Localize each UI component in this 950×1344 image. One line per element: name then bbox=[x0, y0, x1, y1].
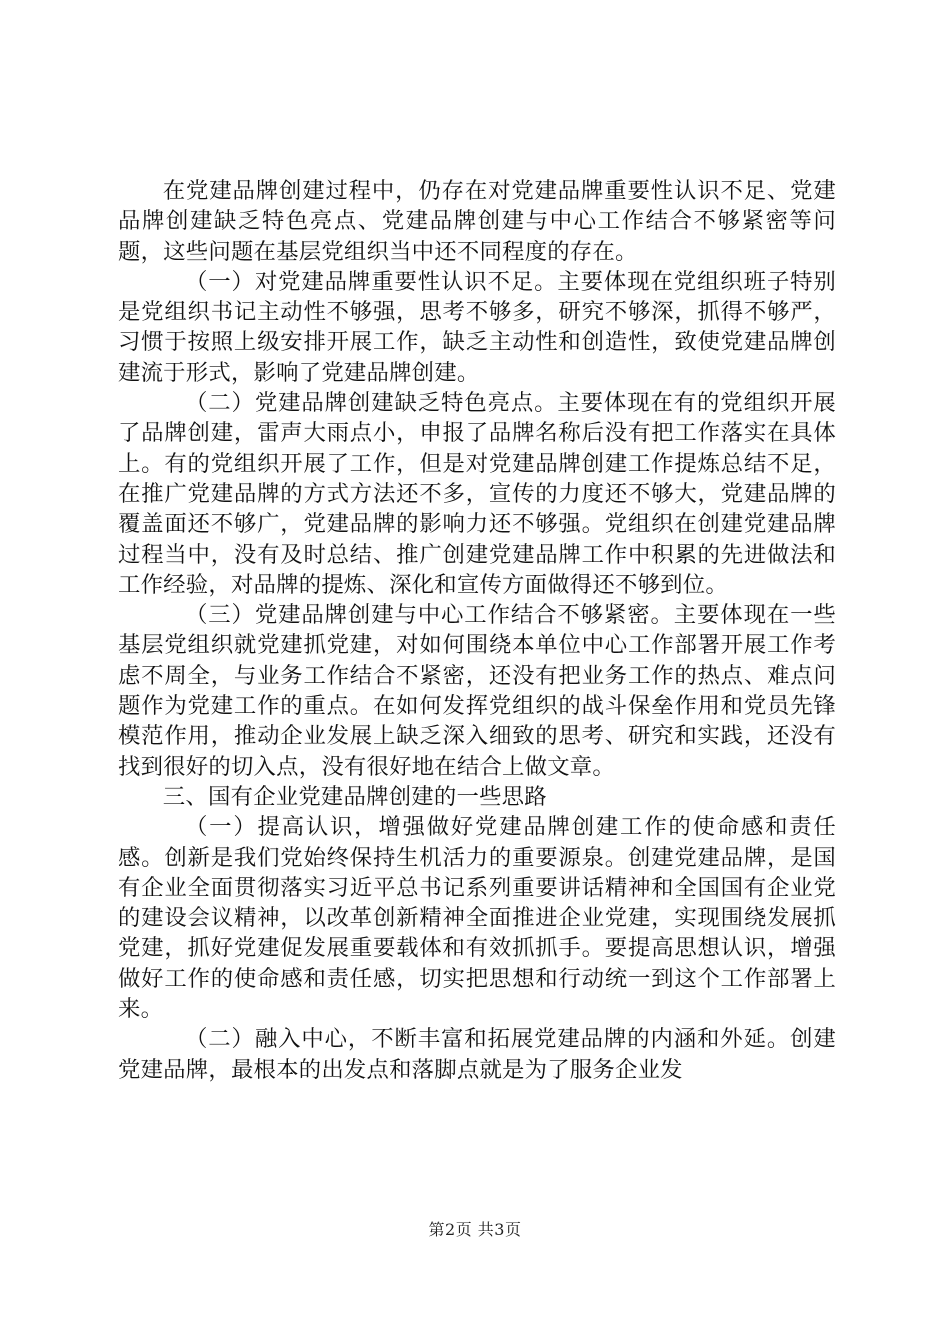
paragraph-point-3: （三）党建品牌创建与中心工作结合不够紧密。主要体现在一些基层党组织就党建抓党建，对如何围绕本单位中心工作部署开展工作考虑不周全，与业务工作结合不紧密，还没有把业务工作的热点、难点问题作为党建工作的重点。在如何发挥党组织的战斗保垒作用和党员先锋模范作用，推动企业发展上缺乏深入细致的思考、研究和实践，还没有找到很好的切入点，没有很好地在结合上做文章。 bbox=[118, 602, 836, 780]
paragraph-idea-2: （二）融入中心，不断丰富和拓展党建品牌的内涵和外延。创建党建品牌，最根本的出发点和落脚点就是为了服务企业发 bbox=[118, 1026, 836, 1083]
section-heading-3: 三、国有企业党建品牌创建的一些思路 bbox=[162, 783, 547, 810]
page-footer: 第2页 共3页 bbox=[428, 1220, 522, 1239]
document-body bbox=[118, 176, 836, 1085]
paragraph-intro: 在党建品牌创建过程中，仍存在对党建品牌重要性认识不足、党建品牌创建缺乏特色亮点、党建品牌创建与中心工作结合不够紧密等问题，这些问题在基层党组织当中还不同程度的存在。 bbox=[118, 178, 836, 265]
paragraph-point-1: （一）对党建品牌重要性认识不足。主要体现在党组织班子特别是党组织书记主动性不够强，思考不够多，研究不够深，抓得不够严，习惯于按照上级安排开展工作，缺乏主动性和创造性，致使党建品牌创建流于形式，影响了党建品牌创建。 bbox=[118, 268, 836, 386]
paragraph-idea-1: （一）提高认识，增强做好党建品牌创建工作的使命感和责任感。创新是我们党始终保持生机活力的重要源泉。创建党建品牌，是国有企业全面贯彻落实习近平总书记系列重要讲话精神和全国国有企业党的建设会议精神，以改革创新精神全面推进企业党建，实现围绕发展抓党建，抓好党建促发展重要载体和有效抓抓手。要提高思想认识，增强做好工作的使命感和责任感，切实把思想和行动统一到这个工作部署上来。 bbox=[118, 814, 836, 1023]
paragraph-point-2: （二）党建品牌创建缺乏特色亮点。主要体现在有的党组织开展了品牌创建，雷声大雨点小，申报了品牌名称后没有把工作落实在具体上。有的党组织开展了工作，但是对党建品牌创建工作提炼总结不足，在推广党建品牌的方式方法还不多，宣传的力度还不够大，党建品牌的覆盖面还不够广，党建品牌的影响力还不够强。党组织在创建党建品牌过程当中，没有及时总结、推广创建党建品牌工作中积累的先进做法和工作经验，对品牌的提炼、深化和宣传方面做得还不够到位。 bbox=[118, 390, 836, 598]
